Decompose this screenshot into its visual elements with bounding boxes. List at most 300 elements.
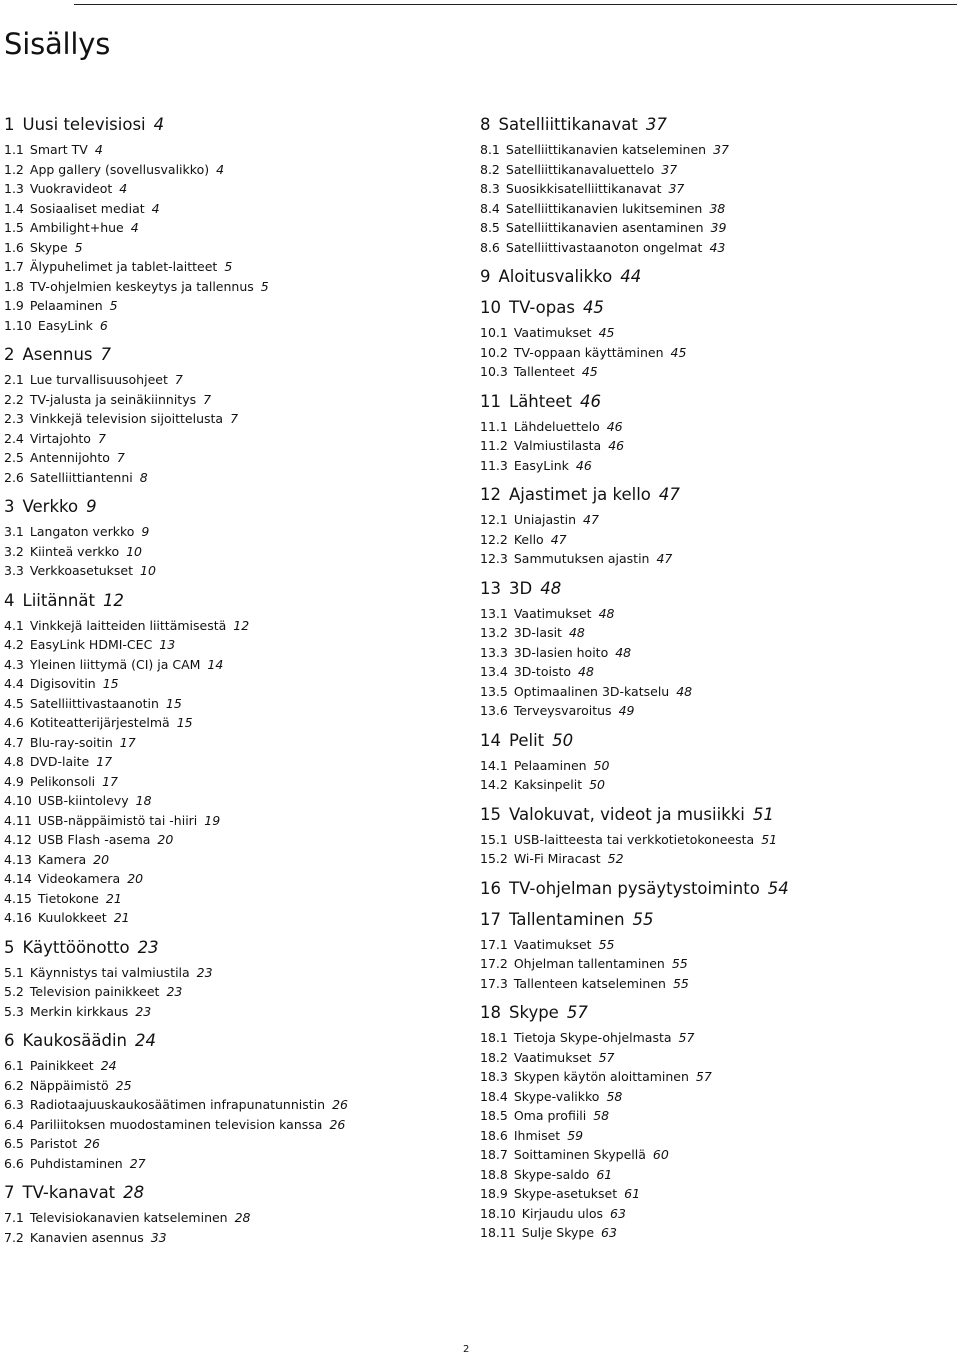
entry-page: 7 (116, 450, 125, 465)
toc-chapter[interactable] (4, 496, 454, 518)
entry-number: 11.3 (480, 457, 508, 473)
toc-chapter[interactable] (480, 909, 950, 931)
chapter-number: 5 (4, 937, 15, 957)
entry-page: 61 (624, 1186, 641, 1201)
entry-number: 18.9 (480, 1186, 508, 1201)
entry-number: 17.3 (480, 975, 508, 991)
chapter-number: 11 (480, 391, 501, 411)
chapter-number: 6 (4, 1031, 15, 1050)
toc-entry[interactable] (480, 701, 950, 721)
toc-chapter[interactable] (480, 266, 950, 288)
toc-entry[interactable] (4, 908, 454, 928)
entry-title: Antennijohto (29, 450, 110, 465)
entry-page: 7 (97, 430, 106, 446)
entry-page: 15 (102, 676, 119, 691)
entry-title: Ohjelman tallentaminen (513, 956, 665, 971)
toc-entry[interactable] (4, 694, 454, 714)
entry-number: 4.15 (4, 890, 32, 906)
entry-number: 10.1 (480, 325, 508, 340)
chapter-title: Valokuvat, videot ja musiikki (509, 804, 745, 824)
entry-number: 15.2 (480, 851, 508, 866)
entry-title: Terveysvaroitus (513, 703, 612, 718)
entry-page: 37 (661, 161, 678, 177)
entry-page: 48 (568, 625, 585, 640)
toc-entry[interactable] (4, 257, 454, 277)
entry-title: USB Flash -asema (37, 832, 151, 847)
toc-entry[interactable] (4, 199, 454, 219)
entry-title: Satelliittikanavaluettelo (505, 161, 655, 177)
toc-entry[interactable] (480, 974, 950, 994)
entry-number: 4.7 (4, 734, 24, 750)
chapter-title: TV-kanavat (22, 1183, 116, 1202)
entry-page: 43 (709, 239, 726, 255)
toc-entry[interactable] (480, 179, 950, 199)
entry-title: Televisiokanavien katseleminen (29, 1210, 228, 1225)
entry-number: 2.4 (4, 430, 24, 446)
entry-page: 5 (74, 239, 83, 255)
entry-title: Verkkoasetukset (29, 563, 134, 578)
entry-title: Kiinteä verkko (29, 543, 120, 559)
entry-title: Tallenteet (513, 364, 575, 379)
toc-entry[interactable] (4, 1154, 454, 1174)
toc-entry[interactable] (4, 982, 454, 1002)
toc-entry[interactable] (480, 954, 950, 974)
entry-number: 6.3 (4, 1097, 24, 1112)
entry-number: 10.2 (480, 344, 508, 360)
toc-entry[interactable] (4, 542, 454, 562)
entry-number: 2.6 (4, 469, 24, 485)
entry-page: 12 (233, 617, 250, 633)
toc-entry[interactable] (480, 218, 950, 238)
entry-page: 9 (141, 524, 150, 539)
entry-title: Skype-valikko (513, 1088, 600, 1104)
toc-entry[interactable] (4, 713, 454, 733)
entry-title: Vaatimukset (513, 1049, 592, 1065)
toc-entry[interactable] (480, 1087, 950, 1107)
entry-number: 18.7 (480, 1147, 508, 1162)
toc-entry[interactable] (480, 1165, 950, 1185)
entry-page: 58 (606, 1088, 623, 1104)
toc-chapter[interactable] (4, 590, 454, 612)
entry-title: Radiotaajuuskaukosäätimen infrapunatunnistin (29, 1097, 326, 1112)
chapter-number: 18 (480, 1003, 501, 1022)
entry-number: 2.2 (4, 391, 24, 407)
toc-entry[interactable] (480, 436, 950, 456)
toc-entry[interactable] (480, 1028, 950, 1048)
toc-entry[interactable] (4, 522, 454, 542)
entry-title: Television painikkeet (29, 984, 160, 999)
entry-number: 1.1 (4, 142, 24, 157)
toc-entry[interactable] (4, 752, 454, 772)
toc-entry[interactable] (4, 655, 454, 675)
entry-number: 2.3 (4, 411, 24, 426)
toc-entry[interactable] (480, 549, 950, 569)
toc-entry[interactable] (4, 674, 454, 694)
entry-page: 15 (165, 695, 182, 711)
chapter-title: Käyttöönotto (22, 937, 130, 957)
entry-page: 13 (159, 637, 176, 652)
entry-number: 4.11 (4, 812, 32, 828)
toc-chapter[interactable] (480, 484, 950, 506)
toc-entry[interactable] (4, 160, 454, 180)
chapter-page: 4 (153, 115, 165, 134)
entry-title: Näppäimistö (29, 1077, 109, 1093)
entry-page: 47 (656, 551, 673, 566)
entry-page: 26 (329, 1116, 346, 1132)
entry-page: 4 (130, 220, 139, 235)
entry-number: 13.6 (480, 703, 508, 718)
toc-entry[interactable] (4, 1076, 454, 1096)
page-number: 2 (463, 1344, 470, 1355)
entry-title: Kello (513, 531, 544, 547)
toc-entry[interactable] (480, 456, 950, 476)
entry-number: 11.2 (480, 438, 508, 453)
entry-number: 18.11 (480, 1225, 516, 1240)
entry-number: 3.1 (4, 524, 24, 539)
entry-title: TV-ohjelmien keskeytys ja tallennus (29, 278, 254, 294)
entry-page: 7 (203, 391, 212, 407)
entry-page: 46 (608, 438, 625, 453)
entry-page: 50 (589, 777, 606, 792)
entry-page: 45 (670, 344, 687, 360)
toc-entry[interactable] (4, 429, 454, 449)
entry-title: Vinkkejä laitteiden liittämisestä (29, 617, 227, 633)
entry-page: 48 (676, 683, 693, 699)
toc-entry[interactable] (4, 468, 454, 488)
toc-entry[interactable] (4, 850, 454, 870)
entry-title: Lähdeluettelo (513, 418, 600, 434)
toc-chapter[interactable] (4, 114, 454, 136)
toc-entry[interactable] (480, 140, 950, 160)
toc-entry[interactable] (480, 935, 950, 955)
chapter-page: 50 (552, 730, 574, 750)
entry-number: 1.10 (4, 317, 32, 333)
entry-title: Ihmiset (513, 1127, 561, 1143)
entry-page: 60 (652, 1147, 669, 1162)
entry-number: 18.10 (480, 1205, 516, 1221)
entry-page: 7 (230, 411, 239, 426)
toc-chapter[interactable] (4, 344, 454, 366)
toc-chapter[interactable] (480, 804, 950, 826)
entry-page: 39 (710, 220, 727, 235)
toc-entry[interactable] (480, 849, 950, 869)
entry-number: 8.2 (480, 161, 500, 177)
entry-page: 20 (157, 832, 174, 847)
entry-title: Vuokravideot (29, 181, 113, 196)
toc-entry[interactable] (480, 643, 950, 663)
chapter-title: Kaukosäädin (22, 1031, 127, 1050)
chapter-number: 8 (480, 115, 491, 134)
entry-title: Kamera (37, 851, 87, 867)
entry-title: Skype-asetukset (513, 1186, 618, 1201)
entry-title: TV-oppaan käyttäminen (513, 344, 664, 360)
chapter-page: 9 (86, 497, 97, 516)
entry-page: 37 (713, 142, 729, 157)
toc-entry[interactable] (4, 238, 454, 258)
toc-entry[interactable] (480, 362, 950, 382)
toc-entry[interactable] (4, 811, 454, 831)
toc-entry[interactable] (480, 1106, 950, 1126)
toc-entry[interactable] (480, 830, 950, 850)
chapter-title: Uusi televisiosi (22, 115, 146, 134)
entry-title: Puhdistaminen (29, 1155, 123, 1171)
entry-title: Vaatimukset (513, 936, 592, 952)
toc-entry[interactable] (4, 733, 454, 753)
chapter-number: 2 (4, 345, 15, 364)
entry-page: 46 (606, 418, 623, 434)
chapter-page: 12 (102, 590, 124, 610)
entry-number: 1.6 (4, 239, 24, 255)
entry-title: Optimaalinen 3D-katselu (513, 683, 670, 699)
toc-entry[interactable] (480, 1145, 950, 1165)
entry-title: Pariliitoksen muodostaminen television kanssa (29, 1116, 323, 1132)
chapter-page: 57 (566, 1003, 588, 1022)
toc-entry[interactable] (480, 682, 950, 702)
toc-entry[interactable] (480, 756, 950, 776)
entry-page: 4 (119, 181, 128, 196)
entry-number: 1.2 (4, 161, 24, 177)
toc-entry[interactable] (4, 409, 454, 429)
entry-title: Suosikkisatelliittikanavat (505, 181, 662, 196)
entry-title: TV-jalusta ja seinäkiinnitys (29, 391, 197, 407)
toc-entry[interactable] (4, 1115, 454, 1135)
chapter-number: 17 (480, 909, 501, 929)
entry-title: Pelaaminen (513, 757, 587, 773)
toc-entry[interactable] (4, 390, 454, 410)
toc-entry[interactable] (4, 1095, 454, 1115)
entry-page: 63 (610, 1205, 626, 1221)
toc-entry[interactable] (4, 772, 454, 792)
toc-entry[interactable] (480, 160, 950, 180)
entry-number: 4.6 (4, 715, 24, 730)
entry-number: 18.1 (480, 1030, 508, 1045)
toc-entry[interactable] (480, 530, 950, 550)
toc-entry[interactable] (480, 510, 950, 530)
entry-page: 33 (150, 1229, 167, 1245)
toc-entry[interactable] (4, 1228, 454, 1248)
entry-page: 24 (100, 1058, 117, 1073)
entry-title: Kanavien asennus (29, 1229, 144, 1245)
toc-entry[interactable] (4, 218, 454, 238)
toc-entry[interactable] (4, 869, 454, 889)
chapter-page: 24 (135, 1031, 156, 1050)
chapter-title: Satelliittikanavat (498, 115, 638, 134)
entry-number: 8.6 (480, 239, 500, 255)
toc-entry[interactable] (480, 1126, 950, 1146)
entry-title: Blu-ray-soitin (29, 734, 113, 750)
toc-entry[interactable] (480, 623, 950, 643)
toc-entry[interactable] (480, 1048, 950, 1068)
toc-entry[interactable] (4, 635, 454, 655)
entry-page: 48 (615, 644, 632, 660)
toc-entry[interactable] (4, 1056, 454, 1076)
chapter-page: 28 (123, 1183, 145, 1202)
entry-number: 4.2 (4, 637, 24, 652)
toc-chapter[interactable] (480, 578, 950, 600)
entry-title: Skype (29, 239, 68, 255)
page-title: Sisällys (4, 27, 111, 62)
entry-number: 18.3 (480, 1069, 508, 1084)
toc-entry[interactable] (4, 448, 454, 468)
toc-chapter[interactable] (480, 730, 950, 752)
entry-number: 5.3 (4, 1003, 24, 1019)
entry-page: 27 (129, 1155, 146, 1171)
toc-entry[interactable] (4, 1002, 454, 1022)
toc-entry[interactable] (4, 1208, 454, 1228)
entry-title: Tietokone (37, 890, 99, 906)
entry-number: 18.6 (480, 1127, 508, 1143)
entry-page: 45 (598, 325, 615, 340)
entry-page: 51 (761, 831, 778, 847)
entry-number: 10.3 (480, 364, 508, 379)
entry-number: 4.8 (4, 754, 24, 769)
entry-page: 5 (109, 298, 118, 313)
toc-entry[interactable] (480, 1067, 950, 1087)
toc-entry[interactable] (4, 296, 454, 316)
chapter-page: 46 (580, 391, 602, 411)
entry-number: 4.10 (4, 793, 32, 808)
entry-number: 4.14 (4, 871, 32, 886)
toc-entry[interactable] (4, 140, 454, 160)
entry-title: Wi-Fi Miracast (513, 851, 601, 866)
entry-number: 17.1 (480, 936, 508, 952)
chapter-page: 45 (582, 298, 604, 317)
entry-number: 1.8 (4, 278, 24, 294)
toc-chapter[interactable] (4, 1182, 454, 1204)
toc-entry[interactable] (480, 417, 950, 437)
chapter-number: 13 (480, 578, 501, 598)
entry-title: Satelliittivastaanoton ongelmat (505, 239, 703, 255)
toc-chapter[interactable] (480, 297, 950, 319)
entry-title: Merkin kirkkaus (29, 1003, 129, 1019)
toc-chapter[interactable] (4, 937, 454, 959)
entry-page: 8 (139, 469, 148, 485)
entry-page: 6 (99, 317, 108, 333)
toc-entry[interactable] (480, 323, 950, 343)
chapter-number: 10 (480, 298, 501, 317)
entry-page: 23 (196, 964, 213, 980)
entry-page: 26 (84, 1136, 101, 1151)
entry-number: 1.4 (4, 200, 24, 216)
toc-entry[interactable] (480, 238, 950, 258)
toc-chapter[interactable] (480, 878, 950, 900)
toc-entry[interactable] (4, 561, 454, 581)
entry-page: 58 (593, 1108, 610, 1123)
entry-title: 3D-lasit (513, 625, 562, 640)
entry-page: 28 (234, 1210, 251, 1225)
entry-page: 20 (127, 871, 144, 886)
toc-entry[interactable] (4, 791, 454, 811)
entry-number: 4.5 (4, 695, 24, 711)
entry-number: 8.4 (480, 200, 500, 216)
entry-number: 18.2 (480, 1049, 508, 1065)
entry-title: Valmiustilasta (513, 438, 602, 453)
entry-title: Vinkkejä television sijoittelusta (29, 411, 224, 426)
entry-title: Uniajastin (513, 512, 576, 527)
entry-page: 45 (581, 364, 598, 379)
entry-number: 14.2 (480, 777, 508, 792)
entry-number: 1.5 (4, 220, 24, 235)
toc-entry[interactable] (4, 277, 454, 297)
toc-chapter[interactable] (480, 1002, 950, 1024)
entry-title: Vaatimukset (513, 605, 592, 621)
entry-number: 14.1 (480, 757, 508, 773)
toc-entry[interactable] (480, 343, 950, 363)
entry-page: 37 (668, 181, 685, 196)
toc-entry[interactable] (480, 604, 950, 624)
toc-entry[interactable] (480, 1223, 950, 1243)
entry-page: 10 (140, 563, 156, 578)
chapter-title: Tallentaminen (509, 909, 625, 929)
entry-page: 61 (596, 1166, 613, 1182)
toc-entry[interactable] (4, 963, 454, 983)
toc-chapter[interactable] (4, 1030, 454, 1052)
toc-chapter[interactable] (480, 114, 950, 136)
entry-number: 12.1 (480, 512, 508, 527)
entry-title: Satelliittikanavien lukitseminen (505, 200, 703, 216)
entry-page: 4 (151, 200, 160, 216)
toc-entry[interactable] (480, 1204, 950, 1224)
chapter-page: 51 (752, 804, 774, 824)
entry-title: Pelaaminen (29, 298, 103, 313)
entry-title: Digisovitin (29, 676, 96, 691)
toc-entry[interactable] (4, 370, 454, 390)
toc-entry[interactable] (480, 775, 950, 795)
entry-number: 6.4 (4, 1116, 24, 1132)
entry-number: 1.3 (4, 181, 24, 196)
entry-title: Älypuhelimet ja tablet-laitteet (29, 259, 218, 274)
entry-title: Satelliittikanavien katseleminen (505, 142, 707, 157)
entry-number: 4.16 (4, 910, 32, 925)
entry-page: 15 (176, 715, 193, 730)
chapter-number: 16 (480, 878, 501, 898)
chapter-page: 48 (540, 578, 562, 598)
entry-page: 7 (174, 372, 183, 387)
entry-number: 13.5 (480, 683, 508, 699)
entry-page: 17 (119, 734, 136, 750)
entry-title: 3D-toisto (513, 664, 572, 679)
entry-number: 3.2 (4, 543, 24, 559)
toc-chapter[interactable] (480, 391, 950, 413)
entry-title: Yleinen liittymä (CI) ja CAM (29, 656, 201, 672)
entry-page: 48 (598, 605, 615, 621)
entry-page: 57 (695, 1069, 712, 1084)
entry-number: 8.3 (480, 181, 500, 196)
toc-entry[interactable] (480, 662, 950, 682)
entry-title: EasyLink (513, 457, 569, 473)
entry-title: Satelliittivastaanotin (29, 695, 159, 711)
entry-number: 8.5 (480, 220, 500, 235)
toc-entry[interactable] (4, 179, 454, 199)
entry-title: Kirjaudu ulos (521, 1205, 604, 1221)
toc-entry[interactable] (4, 830, 454, 850)
toc-entry[interactable] (480, 1184, 950, 1204)
entry-number: 6.5 (4, 1136, 24, 1151)
chapter-title: Aloitusvalikko (498, 267, 613, 286)
toc-entry[interactable] (4, 316, 454, 336)
chapter-number: 4 (4, 590, 15, 610)
chapter-page: 44 (620, 267, 642, 286)
entry-number: 6.6 (4, 1155, 24, 1171)
entry-page: 52 (607, 851, 624, 866)
toc-entry[interactable] (4, 616, 454, 636)
toc-entry[interactable] (4, 889, 454, 909)
toc-entry[interactable] (480, 199, 950, 219)
toc-entry[interactable] (4, 1134, 454, 1154)
entry-page: 5 (224, 259, 233, 274)
entry-number: 18.8 (480, 1166, 508, 1182)
entry-page: 55 (598, 936, 615, 952)
